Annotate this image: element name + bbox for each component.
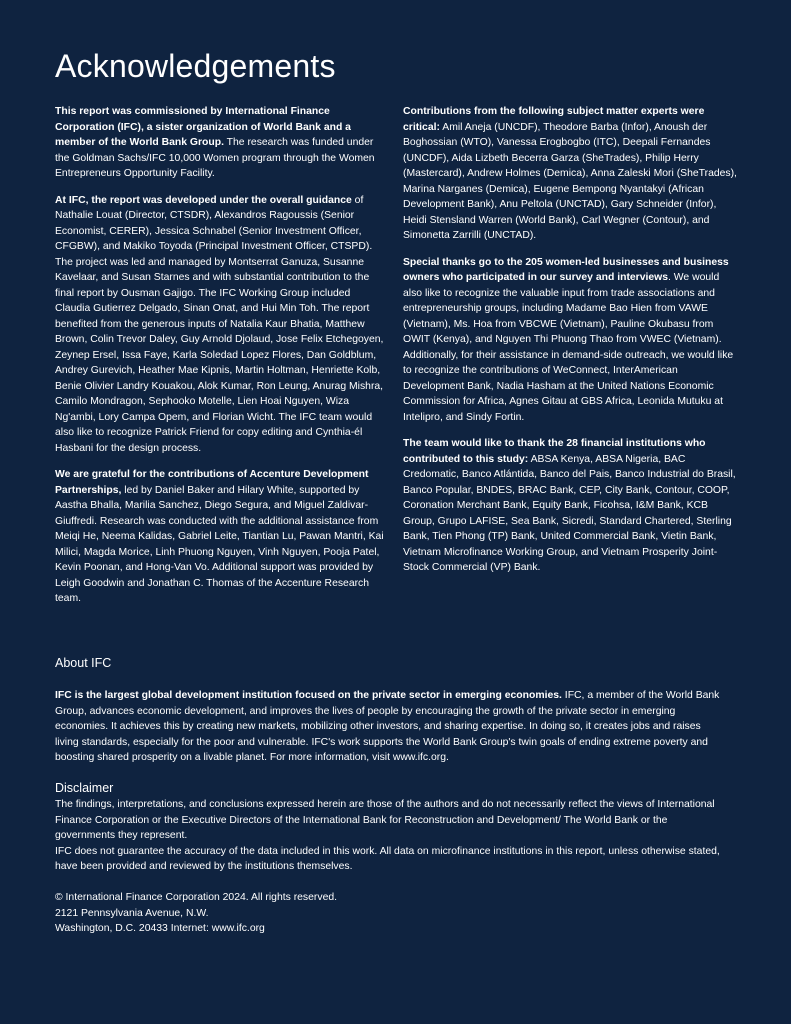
disclaimer-paragraph-2: IFC does not guarantee the accuracy of the data included in this work. All data on microfinance institutions in this report, unless otherwise stated, have been provided and reviewed by the institutions themselves.: [55, 845, 720, 872]
about-lead: IFC is the largest global development institution focused on the private sector in emerging economies.: [55, 690, 562, 701]
ack-lead: At IFC, the report was developed under the overall guidance: [55, 194, 352, 206]
ack-paragraph-institutions: [403, 436, 739, 576]
ack-body: The research was funded under the Goldman Sachs/IFC 10,000 Women program through the Women Entrepreneurs Opportunity Facility.: [55, 137, 375, 179]
ack-paragraph-businesses: [403, 255, 739, 426]
ack-body: ABSA Kenya, ABSA Nigeria, BAC Credomatic, Banco Atlántida, Banco del Pais, Banco Industrial do Brasil, Banco Popular, BNDES, BRAC Bank, CEP, City Bank, Contour, COOP, Coronation Merchant Bank, Equity Bank, Ficohsa, I&M Bank, KCB Group, Grupo LAFISE, Sea Bank, Sicredi, Standard Chartered, Sterling Bank, Tien Phong (TP) Bank, United Commercial Bank, Vietin Bank, Vietnam Microfinance Working Group, and Vietnam Prosperity Joint-Stock Commercial (VP) Bank.: [403, 453, 736, 573]
ack-paragraph-experts: [403, 104, 739, 244]
city-website-line: Washington, D.C. 20433 Internet: www.ifc.org: [55, 923, 265, 934]
ack-paragraph-accenture: [55, 467, 388, 607]
right-column: [403, 104, 739, 618]
ack-body: of Nathalie Louat (Director, CTSDR), Alexandros Ragoussis (Senior Economist, CERER), Jessica Schnabel (Senior Investment Officer, CFGBW), and Makiko Toyoda (Principal Investment Officer, CTSPD). The project was led and managed by Montserrat Ganuza, Susanne Kavelaar, and Susan Starnes and with substantial contribution to the final report by Ousman Gajigo. The IFC Working Group included Claudia Gutierrez Delgado, Sinan Onat, and Hui Min Toh. The report benefited from the generous inputs of Natalia Kaur Bhatia, Matthew Brown, Colin Trevor Daley, Guy Arnold Djolaud, Jose Felix Etchegoyen, Zeynep Ersel, Issa Faye, Karla Soledad Lopez Flores, Dan Goldblum, Andrey Gurevich, Heather Mae Kipnis, Martin Holtman, Henriette Kolb, Benie Olivier Landry Kouakou, Alok Kumar, Ron Leung, Anurag Mishra, Camilo Mondragon, Sephooko Motelle, Lien Hoai Nguyen, Wiza Ng'ambi, Lory Campa Opem, and Florian Wicht. The IFC team would also like to recognize Patrick Friend for copy editing and Cynthia-él Hasbani for the design process.: [55, 194, 384, 454]
ack-lead: Special thanks go to the 205 women-led businesses and business owners who participated in our survey and interviews: [403, 256, 729, 283]
acknowledgements-columns: [55, 104, 739, 618]
ack-lead: This report was commissioned by International Finance Corporation (IFC), a sister organization of World Bank and a member of the World Bank Group.: [55, 106, 351, 148]
left-column: [55, 104, 388, 618]
ack-body: . We would also like to recognize the valuable input from trade associations and entrepreneurship groups, including Madame Bao Hien from VAWE (Vietnam), Ms. Hoa from VBCWE (Vietnam), Pauline Okubasu from OWIT (Kenya), and Nguyen Thi Phuong Thao from VWEC (Vietnam). Additionally, for their assistance in demand-side outreach, we would like to recognize the contributions of WeConnect, InterAmerican Development Bank, Nadia Hasham at the United Nations Economic Commission for Africa, Agnes Gitau at GBS Africa, Leonida Mutuku at Intelipro, and Sindy Fortin.: [403, 272, 734, 423]
about-body: IFC, a member of the World Bank Group, advances economic development, and improves the lives of people by encouraging the growth of the private sector in emerging economies. It achieves this by creating new markets, mobilizing other investors, and sharing expertise. In doing so, it creates jobs and raises living standards, especially for the poor and vulnerable. IFC's work supports the World Bank Group's twin goals of ending extreme poverty and boosting shared prosperity on a livable planet. For more information, visit www.ifc.org.: [55, 690, 720, 763]
ack-paragraph-commission: [55, 104, 388, 182]
copyright-line: © International Finance Corporation 2024. All rights reserved.: [55, 892, 338, 903]
disclaimer-paragraph-1: The findings, interpretations, and conclusions expressed herein are those of the authors and do not necessarily reflect the views of International Finance Corporation or the Executive Directors of the International Bank for Reconstruction and Development/ The World Bank or the governments they represent.: [55, 799, 715, 841]
ack-body: led by Daniel Baker and Hilary White, supported by Aastha Bhalla, Marilia Sanchez, Diego Segura, and Miguel Zaldivar-Giuffredi. Research was conducted with the additional assistance from Meiqi He, Neema Kalidas, Gabriel Leite, Tiantian Lu, Pawan Mantri, Kai Milici, Magda Morice, Linh Phuong Nguyen, Vinh Nguyen, Pooja Patel, Kevin Poonan, and Hong-Van Vo. Additional support was provided by Leigh Goodwin and Jonathan C. Thomas of the Accenture Research team.: [55, 484, 384, 604]
ack-paragraph-guidance: [55, 193, 388, 457]
ack-lead: Contributions from the following subject matter experts were critical:: [403, 106, 705, 133]
ack-lead: We are grateful for the contributions of Accenture Development Partnerships,: [55, 469, 369, 496]
ack-lead: The team would like to thank the 28 financial institutions who contributed to this study:: [403, 438, 706, 465]
disclaimer-heading: Disclaimer: [55, 781, 114, 795]
page-title: Acknowledgements: [55, 48, 336, 84]
address-line: 2121 Pennsylvania Avenue, N.W.: [55, 907, 209, 919]
about-paragraph: [55, 688, 725, 766]
ack-body: Amil Aneja (UNCDF), Theodore Barba (Infor), Anoush der Boghossian (WTO), Vanessa Erogbogbo (ITC), Deepali Fernandes (UNCDF), Aida Lizbeth Becerra Garza (SheTrades), Philip Herry (Mastercard), Andrew Holmes (Demica), Anna Zaleski Mori (SheTrades), Marina Narganes (Demica), Eugene Bempong Nyantakyi (African Development Bank), Anu Peltola (UNCTAD), Gary Schneider (Infor), Heidi Stensland Warren (World Bank), Carl Wegner (Contour), and Simonetta Zarrilli (UNCTAD).: [403, 121, 737, 241]
disclaimer-section: [55, 797, 725, 875]
about-heading: About IFC: [55, 656, 112, 670]
about-section: [55, 688, 725, 777]
copyright-block: [55, 890, 725, 937]
